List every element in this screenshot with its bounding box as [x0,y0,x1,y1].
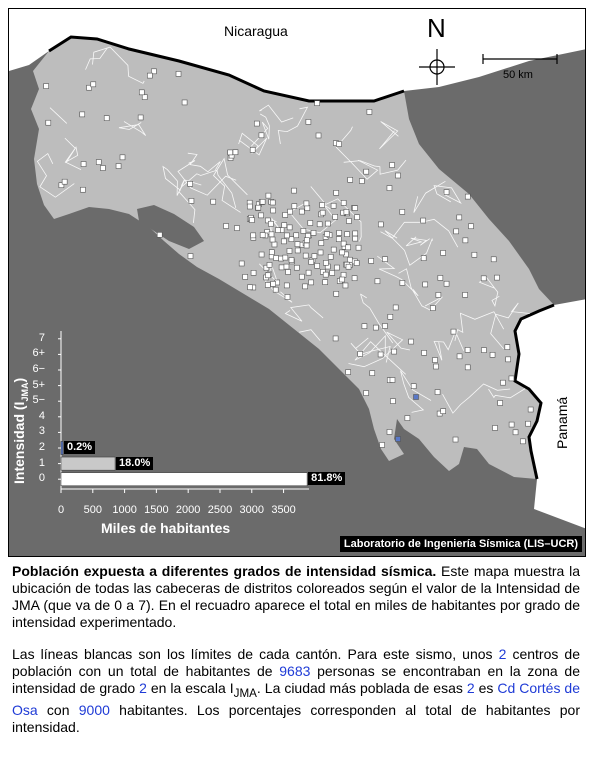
district-marker [104,116,109,121]
bar-percent-label: 0.2% [64,441,95,454]
district-marker [274,255,279,260]
district-marker [309,280,314,285]
y-tick-label: 4 [38,409,45,422]
district-marker [294,265,299,270]
district-marker [334,291,339,296]
nicaragua-label: Nicaragua [224,23,288,39]
district-marker [382,323,387,328]
district-marker [444,190,449,195]
district-marker [139,90,144,95]
district-marker [189,198,194,203]
y-tick-label: 0 [38,472,45,485]
district-marker [254,121,259,126]
y-tick-label: 1 [38,456,45,469]
district-marker [331,247,336,252]
district-marker [390,163,395,168]
city-population: 9000 [78,701,110,718]
district-marker [323,260,328,265]
district-marker [315,263,320,268]
district-marker [259,213,264,218]
district-marker [388,314,393,319]
district-marker [309,259,314,264]
map-panel [8,8,586,557]
district-marker [295,248,300,253]
y-tick-label: 3 [38,425,45,438]
intensity-bar [61,473,307,486]
x-tick-label: 2500 [207,504,233,516]
district-marker [444,281,449,286]
x-tick-label: 500 [83,504,102,516]
district-marker [505,345,510,350]
district-marker [364,169,369,174]
district-marker [331,203,336,208]
district-marker [243,274,248,279]
district-marker [465,347,470,352]
district-marker [509,376,514,381]
district-marker [453,437,458,442]
district-marker [343,283,348,288]
district-marker [268,221,273,226]
north-label: N [427,13,446,43]
map-canvas [9,9,586,557]
district-marker [369,258,374,263]
district-marker [283,212,288,217]
district-marker [334,265,339,270]
district-marker [279,265,284,270]
district-marker [520,439,525,444]
district-marker [422,350,427,355]
district-marker [370,371,375,376]
y-tick-label: 6− [32,363,45,375]
district-marker [260,233,265,238]
district-marker [490,352,495,357]
district-marker [142,95,147,100]
district-marker [284,283,289,288]
district-marker [259,252,264,257]
district-marker [281,239,286,244]
district-marker [378,222,383,227]
panama-label: Panamá [554,396,570,449]
district-marker [353,231,358,236]
district-marker [305,206,310,211]
district-marker [304,243,309,248]
district-marker [340,277,345,282]
district-marker [469,224,474,229]
district-marker [287,225,292,230]
district-marker [421,256,426,261]
district-marker [271,208,276,213]
district-marker [359,179,364,184]
district-marker [353,206,358,211]
district-marker [306,270,311,275]
district-marker [409,339,414,344]
district-marker [387,186,392,191]
district-marker [396,437,401,442]
district-marker [176,71,181,76]
y-tick-label: 6+ [32,347,45,360]
district-marker [295,242,300,247]
district-marker [265,282,270,287]
district-marker [509,422,514,427]
district-marker [46,120,51,125]
district-marker [269,250,274,255]
district-marker [116,164,121,169]
district-marker [233,150,238,155]
count-value-2: 2 [466,680,475,696]
district-marker [265,273,270,278]
y-tick-label: 7 [38,331,45,344]
district-marker [383,257,388,262]
district-marker [346,370,351,375]
district-marker [311,230,316,235]
district-marker [390,399,395,404]
y-tick-label: 2 [38,441,45,453]
district-marker [498,400,503,405]
district-marker [500,380,505,385]
district-marker [267,262,272,267]
district-marker [224,224,229,229]
x-tick-label: 1000 [112,504,137,516]
district-marker [333,336,338,341]
district-marker [421,218,426,223]
district-marker [457,354,462,359]
district-marker [303,284,308,289]
district-marker [346,245,351,250]
district-marker [80,187,85,192]
district-marker [378,352,383,357]
district-marker [312,254,317,259]
district-marker [506,357,511,362]
district-marker [323,272,328,277]
district-marker [392,349,397,354]
district-marker [188,254,193,259]
district-marker [100,166,105,171]
caption-title: Población expuesta a diferentes grados de intensidad sísmica. [12,563,437,579]
district-marker [423,282,428,287]
district-marker [287,248,292,253]
district-marker [266,193,271,198]
district-marker [288,209,293,214]
district-marker [62,179,67,184]
district-marker [248,285,253,290]
caption-paragraph-1: Población expuesta a diferentes grados de intensidad sísmica. Este mapa muestra la ubicación de todas las cabeceras de distritos coloreados según el valor de la Intensidad de JMA (que va de 0 a 7). En el recuadro aparece el total en miles de habitantes por grado de intensidad experimentado. [12,563,580,630]
district-marker [400,209,405,214]
city-name: Cd Cortés de Osa [12,680,580,718]
district-marker [341,272,346,277]
district-marker [356,245,361,250]
district-marker [393,305,398,310]
district-marker [80,112,85,117]
district-marker [325,221,330,226]
y-tick-label: 5+ [32,378,45,391]
district-marker [320,210,325,215]
district-marker [354,261,359,266]
district-marker [323,280,328,285]
district-marker [120,155,125,160]
district-marker [347,257,352,262]
district-marker [228,150,233,155]
district-marker [91,82,96,87]
intensity-bar [61,441,63,454]
district-marker [481,276,486,281]
district-marker [454,229,459,234]
district-marker [251,233,256,238]
district-marker [81,162,86,167]
district-marker [251,270,256,275]
district-marker [433,358,438,363]
credit-label: Laboratorio de Ingeniería Sísmica (LIS–UCR) [340,536,582,552]
bar-percent-label: 81.8% [308,472,345,485]
district-marker [306,119,311,124]
district-marker [301,228,306,233]
district-marker [291,188,296,193]
count-value: 2 [498,646,507,662]
district-marker [320,203,325,208]
district-marker [276,228,281,233]
intensity-value: 2 [139,680,147,696]
x-tick-label: 3000 [239,504,265,516]
chart-x-axis-label: Miles de habitantes [101,520,231,536]
district-marker [528,407,533,412]
district-marker [436,292,441,297]
district-marker [441,409,446,414]
district-marker [387,429,392,434]
district-marker [341,200,346,205]
bar-percent-label: 18.0% [116,457,153,470]
district-marker [188,181,193,186]
district-marker [344,209,349,214]
district-marker [270,200,275,205]
district-marker [438,275,443,280]
district-marker [299,209,304,214]
district-marker [328,254,333,259]
district-marker [289,258,294,263]
district-marker [340,250,345,255]
district-marker [256,205,261,210]
x-tick-label: 1500 [144,504,169,516]
district-marker [283,255,288,260]
district-marker [364,391,369,396]
caption [12,563,580,751]
district-marker [513,430,518,435]
district-marker [493,425,498,430]
district-marker [395,173,400,178]
district-marker [247,204,252,209]
district-marker [334,190,339,195]
district-marker [348,177,353,182]
district-marker [451,329,456,334]
district-marker [138,115,143,120]
district-marker [465,194,470,199]
district-marker [491,257,496,262]
district-marker [472,252,477,257]
district-marker [336,142,341,147]
district-marker [304,238,309,243]
chart-y-axis-label: Intensidad $(I_{JMA})$ [11,377,30,484]
district-marker [211,199,216,204]
district-marker [319,241,324,246]
district-marker [337,230,342,235]
scale-label: 50 km [503,69,533,81]
district-marker [308,220,313,225]
district-marker [182,100,187,105]
district-marker [367,109,372,114]
district-marker [330,270,335,275]
intensity-bar-chart [58,331,309,493]
district-marker [352,276,357,281]
district-marker [44,84,49,89]
district-marker [317,222,322,227]
x-tick-label: 0 [57,504,65,516]
district-marker [433,364,438,369]
x-tick-label: 3500 [271,504,296,516]
population-value: 9683 [279,663,311,679]
district-marker [463,238,468,243]
district-marker [400,280,405,285]
district-marker [353,236,358,241]
district-marker [303,253,308,258]
district-marker [358,351,363,356]
district-marker [375,279,380,284]
district-marker [272,242,277,247]
district-marker [315,101,320,106]
district-marker [318,250,323,255]
district-marker [457,215,462,220]
district-marker [304,201,309,206]
district-marker [285,294,290,299]
district-marker [362,324,367,329]
district-marker [282,223,287,228]
district-marker [390,377,395,382]
x-tick-label: 2000 [175,504,201,516]
district-marker [269,232,274,237]
district-marker [249,218,254,223]
district-marker [333,214,338,219]
district-marker [299,274,304,279]
district-marker [346,218,351,223]
district-marker [96,160,101,165]
district-marker [463,292,468,297]
district-marker [373,325,378,330]
district-marker [345,232,350,237]
district-marker [239,261,244,266]
district-marker [270,237,275,242]
district-marker [441,250,446,255]
district-marker [294,233,299,238]
district-marker [286,269,291,274]
intensity-bar [61,457,115,470]
district-marker [405,416,410,421]
district-marker [316,133,321,138]
caption-paragraph-2: Las líneas blancas son los límites de cada cantón. Para este sismo, unos 2 centros de población con un total de habitantes de 9683 personas se encontraban en la zona de intensidad de grado 2 en la escala $I_{JMA}$. La ciudad más poblada de esas 2 es Cd Cortés de Osa con 9000 habitantes. Los porcentajes corresponden al total de habitantes por intensidad. [12,646,580,735]
district-marker [346,264,351,269]
district-marker [147,73,152,78]
district-marker [271,281,276,286]
district-marker [259,133,264,138]
district-marker [380,442,385,447]
district-marker [284,264,289,269]
district-marker [284,233,289,238]
district-marker [465,365,470,370]
district-marker [430,306,435,311]
district-marker [325,232,330,237]
district-marker [435,390,440,395]
y-tick-label: 5− [32,394,45,407]
district-marker [250,147,255,152]
district-marker [336,237,341,242]
district-marker [273,287,278,292]
district-marker [355,215,360,220]
district-marker [292,204,297,209]
district-marker [494,275,499,280]
district-marker [414,395,419,400]
district-marker [260,199,265,204]
district-marker [526,421,531,426]
district-marker [481,348,486,353]
district-marker [157,232,162,237]
district-marker [411,384,416,389]
district-marker [234,226,239,231]
